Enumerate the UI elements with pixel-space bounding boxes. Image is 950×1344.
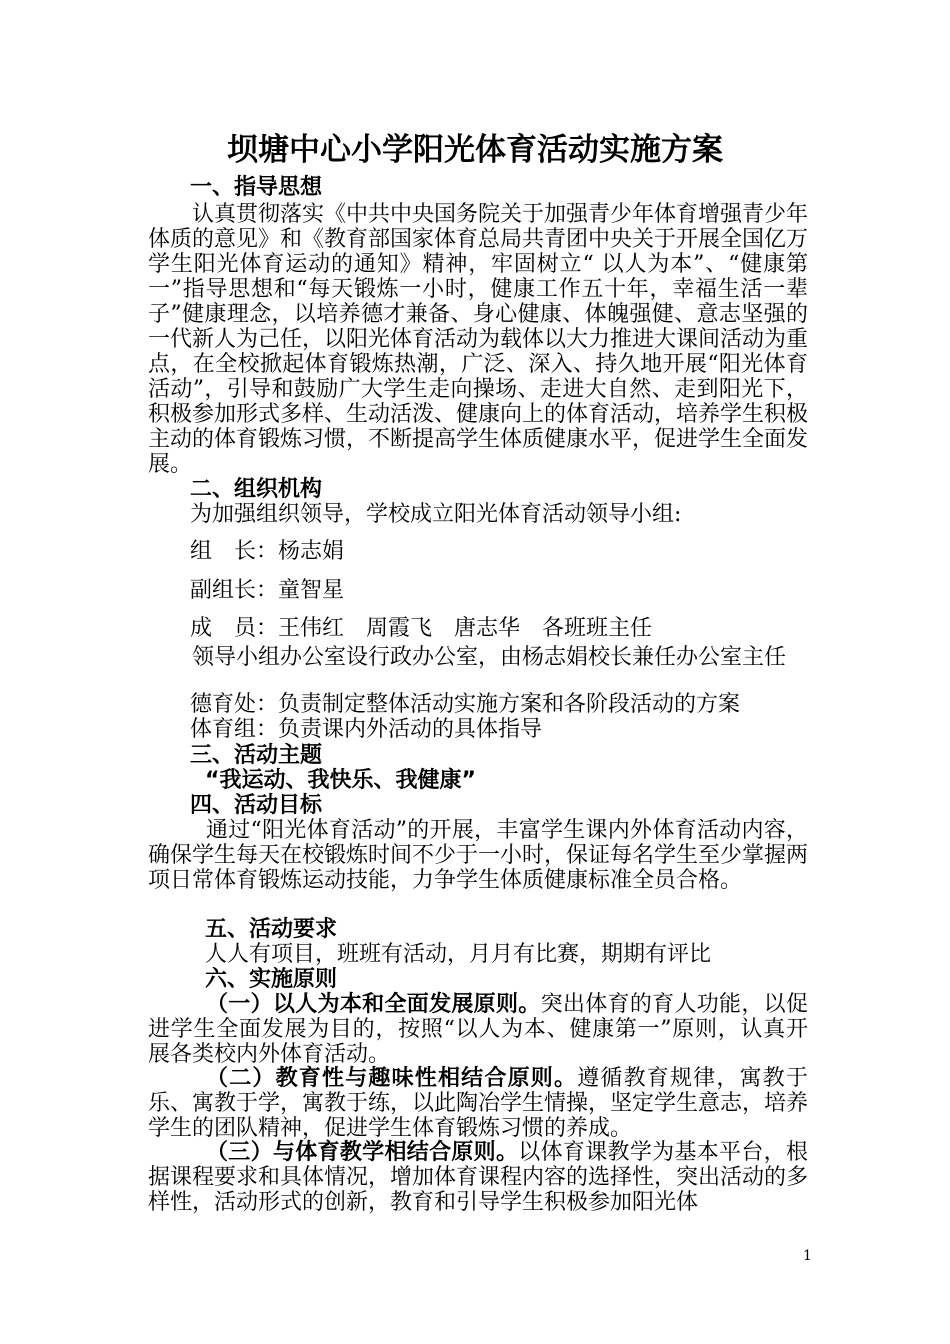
org-pe-group: 体育组：负责课内外活动的具体指导 xyxy=(190,717,543,742)
activity-theme: “我运动、我快乐、我健康” xyxy=(205,768,476,793)
org-moral-dept: 德育处：负责制定整体活动实施方案和各阶段活动的方案 xyxy=(190,692,741,717)
section-2-heading: 二、组织机构 xyxy=(190,477,323,502)
org-vice-leader: 副组长：童智星 xyxy=(190,578,345,603)
principle-3-title: （三）与体育教学相结合原则。 xyxy=(206,1140,519,1165)
section-6-heading: 六、实施原则 xyxy=(205,967,338,992)
section-5-body: 人人有项目，班班有活动，月月有比赛，期期有评比 xyxy=(205,942,712,967)
section-4-body: 通过“阳光体育活动”的开展，丰富学生课内外体育活动内容，确保学生每天在校锻炼时间不少于一小时，保证每名学生至少掌握两项日常体育锻炼运动技能，力争学生体质健康标准全员合格。 xyxy=(148,818,809,893)
section-1-heading: 一、指导思想 xyxy=(190,175,323,200)
principle-2-title: （二）教育性与趣味性相结合原则。 xyxy=(206,1066,578,1091)
principle-2-text: 遵循教育规律，寓教于乐、寓教于学，寓教于练，以此陶冶学生情操，坚定学生意志，培养学生的团队精神，促进学生体育锻炼习惯的养成。 xyxy=(148,1066,809,1141)
org-intro: 为加强组织领导，学校成立阳光体育活动领导小组: xyxy=(190,502,682,527)
org-members: 成 员：王伟红 周霞飞 唐志华 各班班主任 xyxy=(190,616,653,641)
document-title: 坝塘中心小学阳光体育活动实施方案 xyxy=(227,132,723,168)
org-office: 领导小组办公室设行政办公室，由杨志娟校长兼任办公室主任 xyxy=(192,645,787,670)
principle-1-text: 突出体育的育人功能，以促进学生全面发展为目的，按照“以人为本、健康第一”原则，认真开展各类校内外体育活动。 xyxy=(148,992,808,1067)
principle-1 xyxy=(148,992,808,1067)
principle-3-text: 以体育课教学为基本平台，根据课程要求和具体情况，增加体育课程内容的选择性，突出活动的多样性，活动形式的创新，教育和引导学生积极参加阳光体 xyxy=(148,1140,809,1215)
section-5-heading: 五、活动要求 xyxy=(205,917,338,942)
principle-1-title: （一）以人为本和全面发展原则。 xyxy=(206,992,541,1017)
section-1-body: 认真贯彻落实《中共中央国务院关于加强青少年体育增强青少年体质的意见》和《教育部国家体育总局共青团中央关于开展全国亿万学生阳光体育运动的通知》精神，牢固树立“ 以人为本”、“健康第一”指导思想和“每天锻炼一小时，健康工作五十年，幸福生活一辈子”健康理念，以培养德才兼备、身心健康、体魄强健、意志坚强的一代新人为己任，以阳光体育活动为载体以大力推进大课间活动为重点，在全校掀起体育锻炼热潮，广泛、深入、持久地开展“阳光体育活动”，引导和鼓励广大学生走向操场、走进大自然、走到阳光下，积极参加形式多样、生动活泼、健康向上的体育活动，培养学生积极主动的体育锻炼习惯，不断提高学生体质健康水平，促进学生全面发展。 xyxy=(148,202,809,477)
principle-3 xyxy=(148,1140,808,1215)
section-4-heading: 四、活动目标 xyxy=(190,793,323,818)
org-leader: 组 长：杨志娟 xyxy=(190,539,345,564)
page-number: 1 xyxy=(803,1248,812,1264)
section-3-heading: 三、活动主题 xyxy=(190,743,323,768)
principle-2 xyxy=(148,1066,808,1141)
